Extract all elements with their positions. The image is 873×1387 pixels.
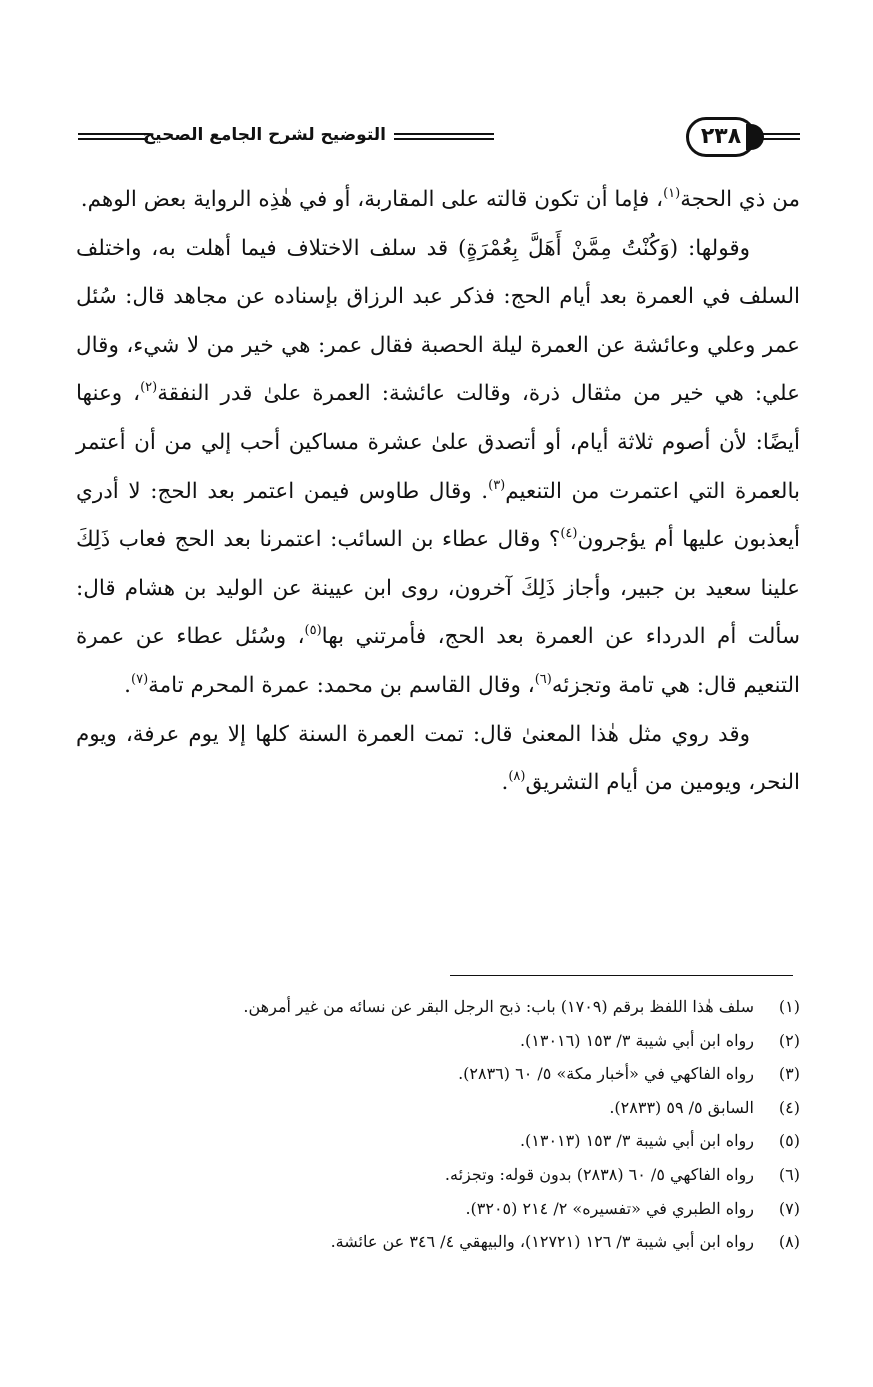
footnote-text: رواه الطبري في «تفسيره» ٢/ ٢١٤ (٣٢٠٥). [465,1198,754,1218]
footnote-number: (٤) [778,1097,800,1117]
footnote [60,1192,800,1226]
footnote-number: (٢) [778,1030,800,1050]
footnote-number: (٣) [778,1064,800,1084]
page-number: ٢٣٨ [686,117,756,157]
text-run: وقولها: (وَكُنْتُ مِمَّنْ أَهَلَّ بِعُمْرَةٍ) قد سلف الاختلاف فيما أهلت به، واختلف السلف في العمرة بعد أيام الحج: فذكر عبد الرزاق بإسناده عن مجاهد قال: سُئل عمر وعلي وعائشة عن العمرة ليلة الحصبة فقال عمر: هي خير من لا شيء، وقال علي: هي خير من مثقال ذرة، وقالت عائشة: العمرة علىٰ قدر النفقة [76,235,800,407]
footnote [60,1225,800,1259]
footnote-text: رواه ابن أبي شيبة ٣/ ١٥٣ (١٣٠١٣). [519,1131,754,1151]
footnote [60,1057,800,1091]
footnote-ref-7: (٧) [131,671,149,687]
footnote-text: رواه الفاكهي في «أخبار مكة» ٥/ ٦٠ (٢٨٣٦). [458,1064,754,1084]
footnote-text: السابق ٥/ ٥٩ (٢٨٣٣). [609,1097,754,1117]
header-rule-left [78,133,148,140]
footnote-separator [450,975,793,976]
paragraph-1 [76,176,800,225]
text-run: ؟ وقال عطاء بن السائب: اعتمرنا بعد الحج فعاب ذَلِكَ علينا سعيد بن جبير، وأجاز ذَلِكَ آخرون، روى ابن عيينة عن الوليد بن هشام قال: سألت أم الدرداء عن العمرة بعد الحج، فأمرتني بها [76,527,801,650]
footnote-text: رواه ابن أبي شيبة ٣/ ١٥٣ (١٣٠١٦). [519,1030,754,1050]
text-run: ، وسُئل عطاء عن عمرة التنعيم قال: هي تامة وتجزئه [76,624,800,698]
text-run: . [124,672,131,698]
text-run: وقد روي مثل هٰذا المعنىٰ قال: تمت العمرة السنة كلها إلا يوم عرفة، ويوم النحر، ويومين من أيام التشريق [76,721,800,796]
footnote-text: سلف هٰذا اللفظ برقم (١٧٠٩) باب: ذبح الرجل البقر عن نسائه من غير أمرهن. [243,997,754,1016]
footnote-ref-4: (٤) [560,526,578,542]
footnotes [60,990,800,1259]
footnote [60,990,800,1024]
footnote-ref-1: (١) [663,186,681,201]
footnote-number: (٦) [778,1164,800,1184]
footnote [60,1024,800,1058]
footnote-number: (٨) [778,1232,800,1252]
footnote-text: رواه ابن أبي شيبة ٣/ ١٢٦ (١٢٧٢١)، والبيهقي ٤/ ٣٤٦ عن عائشة. [330,1232,754,1252]
text-run: من ذي الحجة [680,187,800,212]
text-run: . وقال طاوس فيمن اعتمر بعد الحج: لا أدري أيعذبون عليها أم يؤجرون [76,478,801,553]
running-title: التوضيح لشرح الجامع الصحيح [142,125,386,145]
footnote [60,1158,800,1192]
footnote-ref-8: (٨) [508,769,526,785]
text-run: ، وقال القاسم بن محمد: عمرة المحرم تامة [148,672,535,698]
footnote [60,1091,800,1125]
footnote-ref-6: (٦) [534,671,552,687]
main-text [76,176,800,808]
footnote-ref-5: (٥) [304,623,322,639]
paragraph-2 [76,225,800,711]
footnote-text: رواه الفاكهي ٥/ ٦٠ (٢٨٣٨) بدون قوله: وتجزئه. [444,1164,754,1184]
header-rule-right [758,133,800,140]
footnote-number: (٧) [778,1198,800,1218]
footnote [60,1124,800,1158]
running-header [76,117,800,161]
footnote-ref-3: (٣) [488,477,506,493]
text-run: ، وعنها أيضًا: لأن أصوم ثلاثة أيام، أو أتصدق علىٰ عشرة مساكين أحب إلي من أن أعتمر بالعمرة التي اعتمرت من التنعيم [76,381,800,504]
footnote-number: (٥) [778,1131,800,1151]
text-run: . [501,770,509,796]
header-rule-middle [394,133,494,140]
paragraph-3 [76,711,800,808]
footnote-number: (١) [778,997,800,1016]
text-run: ، فإما أن تكون قالته على المقاربة، أو في هٰذِه الرواية بعض الوهم. [80,187,664,212]
footnote-ref-2: (٢) [140,380,158,396]
